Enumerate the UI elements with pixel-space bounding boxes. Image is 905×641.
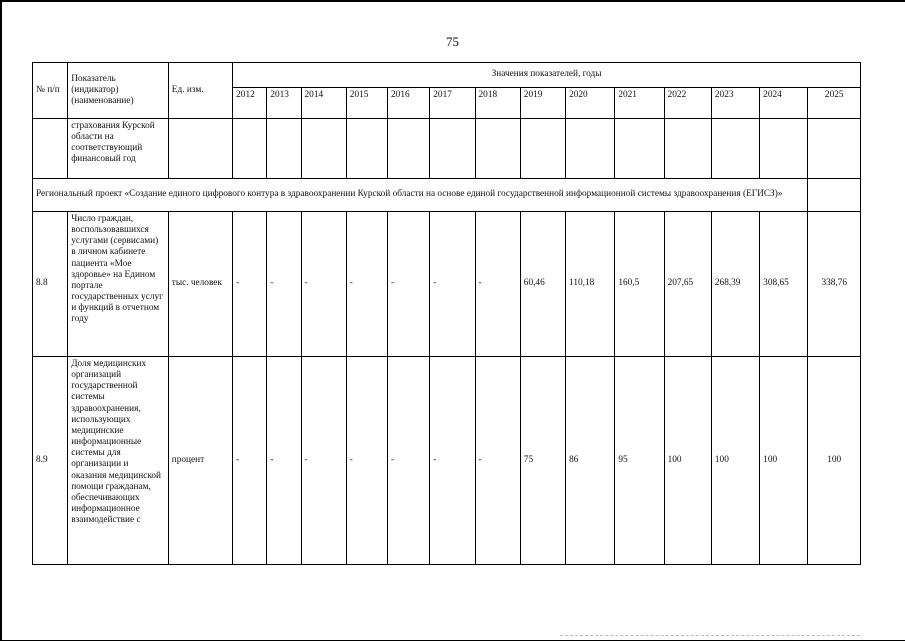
value-cell bbox=[475, 119, 520, 179]
unit-header: Ед. изм. bbox=[168, 63, 232, 119]
unit-cell: тыс. человек bbox=[168, 212, 232, 357]
value-cell: 338,76 bbox=[808, 212, 861, 357]
year-header: 2025 bbox=[808, 88, 861, 119]
value-cell bbox=[711, 119, 759, 179]
num-cell: 8.9 bbox=[33, 357, 68, 565]
indicator-name-cell: Число граждан, воспользовавшихся услугами (сервисами) в личном кабинете пациента «Мое здоровье» на Едином портале государственных услуг и функций в отчетном году bbox=[68, 212, 169, 357]
value-cell: 60,46 bbox=[520, 212, 565, 357]
header-row bbox=[33, 63, 861, 88]
value-cell: 160,5 bbox=[615, 212, 664, 357]
value-cell: - bbox=[267, 212, 301, 357]
value-cell bbox=[430, 119, 475, 179]
year-header: 2014 bbox=[301, 88, 346, 119]
year-header: 2021 bbox=[615, 88, 664, 119]
indicators-table bbox=[32, 62, 861, 565]
value-cell: 75 bbox=[520, 357, 565, 565]
project-row bbox=[33, 179, 861, 212]
table-row bbox=[33, 212, 861, 357]
value-cell: - bbox=[267, 357, 301, 565]
table-row bbox=[33, 357, 861, 565]
value-cell: - bbox=[430, 357, 475, 565]
year-header: 2013 bbox=[267, 88, 301, 119]
year-header: 2012 bbox=[233, 88, 267, 119]
value-cell bbox=[808, 179, 861, 212]
year-header: 2019 bbox=[520, 88, 565, 119]
value-cell: - bbox=[346, 212, 387, 357]
year-header: 2017 bbox=[430, 88, 475, 119]
year-header: 2024 bbox=[760, 88, 808, 119]
value-cell bbox=[520, 119, 565, 179]
value-cell bbox=[760, 119, 808, 179]
value-cell: 100 bbox=[808, 357, 861, 565]
value-cell: 95 bbox=[615, 357, 664, 565]
continuation-row bbox=[33, 119, 861, 179]
num-header: № п/п bbox=[33, 63, 68, 119]
year-header: 2023 bbox=[711, 88, 759, 119]
value-cell: 110,18 bbox=[566, 212, 615, 357]
indicator-name-cell: Доля медицинских организаций государственной системы здравоохранения, использующих медицинские информационные системы для организации и оказания медицинской помощи гражданам, обеспечивающих информационное взаимодействие с bbox=[68, 357, 169, 565]
year-header: 2016 bbox=[388, 88, 430, 119]
project-title: Региональный проект «Создание единого цифрового контура в здравоохранении Курской области на основе единой государственной информационной системы здравоохранения (ЕГИСЗ)» bbox=[33, 179, 808, 212]
value-cell: 207,65 bbox=[664, 212, 711, 357]
unit-cell bbox=[168, 119, 232, 179]
scan-artifact-line bbox=[560, 635, 860, 637]
value-cell: - bbox=[301, 357, 346, 565]
year-header: 2022 bbox=[664, 88, 711, 119]
value-cell: - bbox=[388, 212, 430, 357]
value-cell bbox=[566, 119, 615, 179]
indicator-name-cell: страхования Курской области на соответствующий финансовый год bbox=[68, 119, 169, 179]
year-header: 2020 bbox=[566, 88, 615, 119]
value-cell: - bbox=[233, 357, 267, 565]
value-cell: 308,65 bbox=[760, 212, 808, 357]
unit-cell: процент bbox=[168, 357, 232, 565]
value-cell: - bbox=[475, 357, 520, 565]
value-cell bbox=[808, 119, 861, 179]
num-cell bbox=[33, 119, 68, 179]
value-cell bbox=[233, 119, 267, 179]
year-header: 2015 bbox=[346, 88, 387, 119]
value-cell: 86 bbox=[566, 357, 615, 565]
value-cell: - bbox=[301, 212, 346, 357]
page-number: 75 bbox=[446, 34, 459, 49]
value-cell: 100 bbox=[711, 357, 759, 565]
value-cell: 268,39 bbox=[711, 212, 759, 357]
indicator-header: Показатель (индикатор) (наименование) bbox=[68, 63, 169, 119]
value-cell bbox=[301, 119, 346, 179]
value-cell: - bbox=[430, 212, 475, 357]
value-cell: - bbox=[475, 212, 520, 357]
value-cell: - bbox=[388, 357, 430, 565]
value-cell bbox=[346, 119, 387, 179]
value-cell bbox=[664, 119, 711, 179]
value-cell: 100 bbox=[760, 357, 808, 565]
value-cell: - bbox=[346, 357, 387, 565]
num-cell: 8.8 bbox=[33, 212, 68, 357]
values-header: Значения показателей, годы bbox=[233, 63, 861, 88]
value-cell bbox=[615, 119, 664, 179]
value-cell: 100 bbox=[664, 357, 711, 565]
value-cell bbox=[388, 119, 430, 179]
year-header: 2018 bbox=[475, 88, 520, 119]
value-cell: - bbox=[233, 212, 267, 357]
value-cell bbox=[267, 119, 301, 179]
